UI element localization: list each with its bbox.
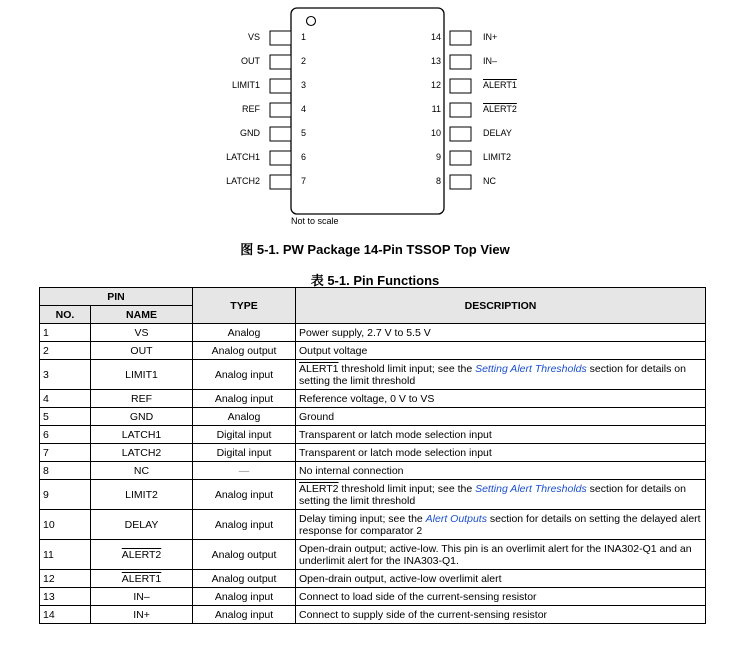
pin-name-cell: IN+ [91, 606, 193, 624]
pin-8-label: NC [483, 176, 496, 186]
pin-1-lead [270, 31, 291, 45]
figure-caption: 图 5-1. PW Package 14-Pin TSSOP Top View [240, 242, 510, 257]
pin-7-number: 7 [301, 176, 307, 186]
pin-12-lead [450, 79, 471, 93]
table-row [40, 510, 706, 540]
pin-type-cell: Analog input [193, 480, 296, 510]
signal-name: ALERT1 [299, 362, 339, 375]
pin-name-cell: ALERT2 [91, 540, 193, 570]
pin-number-cell: 4 [40, 390, 91, 408]
pin-5-lead [270, 127, 291, 141]
header-type: TYPE [193, 288, 296, 324]
pin-number-cell: 9 [40, 480, 91, 510]
pin-type-cell: Analog output [193, 342, 296, 360]
pin-name-cell: IN– [91, 588, 193, 606]
pin-type-cell: — [193, 462, 296, 480]
pin-description-cell [296, 390, 706, 408]
table-caption: 表 5-1. Pin Functions [310, 273, 440, 288]
description-text: Transparent or latch mode selection input [299, 446, 492, 459]
pin-number-cell: 5 [40, 408, 91, 426]
pin-8-lead [450, 175, 471, 189]
pin-description-cell [296, 360, 706, 390]
pin-type-cell: Analog output [193, 540, 296, 570]
pin-description-cell [296, 510, 706, 540]
pin-type-cell: Analog [193, 324, 296, 342]
signal-name: ALERT2 [299, 482, 339, 495]
pin-description-cell [296, 342, 706, 360]
pin-description-cell [296, 480, 706, 510]
pin-9-label: LIMIT2 [483, 152, 512, 162]
pin-number-cell: 12 [40, 570, 91, 588]
header-description: DESCRIPTION [296, 288, 706, 324]
not-to-scale-note: Not to scale [291, 216, 339, 226]
pin-7-label: LATCH2 [226, 176, 260, 186]
description-text: Ground [299, 410, 335, 423]
description-text: Output voltage [299, 344, 368, 357]
pin-name-cell: LATCH1 [91, 426, 193, 444]
description-text: Delay timing input; see the [299, 512, 426, 525]
pin-name-cell: GND [91, 408, 193, 426]
pin-9-number: 9 [435, 152, 441, 162]
pin-name-cell: REF [91, 390, 193, 408]
description-text: No internal connection [299, 464, 404, 477]
pin-6-number: 6 [301, 152, 307, 162]
description-text: threshold limit input; see the [338, 482, 476, 495]
header-name: NAME [91, 306, 193, 324]
pin-description-cell [296, 570, 706, 588]
pin-7-lead [270, 175, 291, 189]
header-pin: PIN [40, 288, 193, 306]
description-text: section for details on setting the limit threshold [299, 482, 686, 507]
pin-12-number: 12 [430, 80, 441, 90]
table-row [40, 408, 706, 426]
description-text: section for details on setting the delayed alert response for comparator 2 [299, 512, 701, 537]
pin-10-number: 10 [430, 128, 441, 138]
description-text: threshold limit input; see the [338, 362, 476, 375]
table-row [40, 324, 706, 342]
pin-name-cell: ALERT1 [91, 570, 193, 588]
pin-13-lead [450, 55, 471, 69]
pin-1-label: VS [247, 32, 260, 42]
pin-type-cell: Digital input [193, 426, 296, 444]
package-outline [0, 0, 750, 240]
pin-13-number: 13 [430, 56, 441, 66]
pin-name-cell: LATCH2 [91, 444, 193, 462]
table-row [40, 444, 706, 462]
description-text: Power supply, 2.7 V to 5.5 V [299, 326, 431, 339]
pin-type-cell: Analog input [193, 588, 296, 606]
pin-10-label: DELAY [483, 128, 512, 138]
section-link[interactable]: Alert Outputs [425, 512, 487, 525]
pin-number-cell: 6 [40, 426, 91, 444]
pin-2-label: OUT [241, 56, 260, 66]
pin-1-number: 1 [301, 32, 307, 42]
pin-4-lead [270, 103, 291, 117]
pin-type-cell: Analog input [193, 510, 296, 540]
pin1-marker-icon [307, 17, 316, 26]
pin-12-label: ALERT1 [483, 80, 517, 90]
pin-10-lead [450, 127, 471, 141]
description-text: Reference voltage, 0 V to VS [299, 392, 435, 405]
pin-11-label: ALERT2 [483, 104, 517, 114]
pin-number-cell: 2 [40, 342, 91, 360]
pin-6-lead [270, 151, 291, 165]
table-row [40, 390, 706, 408]
table-row [40, 342, 706, 360]
pin-name-cell: VS [91, 324, 193, 342]
pin-number-cell: 11 [40, 540, 91, 570]
header-no: NO. [40, 306, 91, 324]
pin-number-cell: 7 [40, 444, 91, 462]
table-row [40, 426, 706, 444]
pin-number-cell: 1 [40, 324, 91, 342]
pin-name-cell: LIMIT2 [91, 480, 193, 510]
pin-13-label: IN– [483, 56, 498, 66]
pin-description-cell [296, 408, 706, 426]
description-text: Transparent or latch mode selection input [299, 428, 492, 441]
description-text: Connect to supply side of the current-sensing resistor [299, 608, 548, 621]
pin-type-cell: Analog [193, 408, 296, 426]
pin-2-lead [270, 55, 291, 69]
pin-5-label: GND [240, 128, 260, 138]
pin-name-cell: NC [91, 462, 193, 480]
pin-number-cell: 8 [40, 462, 91, 480]
pin-3-lead [270, 79, 291, 93]
pin-6-label: LATCH1 [226, 152, 260, 162]
pin-number-cell: 10 [40, 510, 91, 540]
table-row [40, 570, 706, 588]
pin-description-cell [296, 426, 706, 444]
section-link[interactable]: Setting Alert Thresholds [475, 362, 587, 375]
pin-functions-table [39, 287, 706, 624]
pin-type-cell: Analog output [193, 570, 296, 588]
pin-description-cell [296, 540, 706, 570]
pin-description-cell [296, 606, 706, 624]
pin-8-number: 8 [435, 176, 441, 186]
pin-number-cell: 13 [40, 588, 91, 606]
description-text: Open-drain output; active-low. This pin is an overlimit alert for the INA302-Q1 and an underlimit alert for the INA303-Q1. [299, 542, 692, 567]
pin-type-cell: Analog input [193, 606, 296, 624]
description-text: section for details on setting the limit threshold [299, 362, 686, 387]
pin-11-lead [450, 103, 471, 117]
table-row [40, 480, 706, 510]
pin-2-number: 2 [301, 56, 307, 66]
pin-11-number: 11 [431, 104, 441, 114]
section-link[interactable]: Setting Alert Thresholds [475, 482, 587, 495]
pin-14-number: 14 [430, 32, 441, 42]
pin-number-cell: 3 [40, 360, 91, 390]
pin-description-cell [296, 444, 706, 462]
pin-9-lead [450, 151, 471, 165]
pin-name-cell: OUT [91, 342, 193, 360]
pin-type-cell: Analog input [193, 390, 296, 408]
table-row [40, 540, 706, 570]
pin-description-cell [296, 324, 706, 342]
table-row [40, 360, 706, 390]
pin-name-cell: LIMIT1 [91, 360, 193, 390]
description-text: Connect to load side of the current-sensing resistor [299, 590, 537, 603]
pin-3-label: LIMIT1 [231, 80, 260, 90]
pin-description-cell [296, 588, 706, 606]
table-row [40, 462, 706, 480]
pin-type-cell: Digital input [193, 444, 296, 462]
description-text: Open-drain output, active-low overlimit alert [299, 572, 502, 585]
pin-4-number: 4 [301, 104, 307, 114]
pin-type-cell: Analog input [193, 360, 296, 390]
pin-5-number: 5 [301, 128, 307, 138]
pin-description-cell [296, 462, 706, 480]
pin-name-cell: DELAY [91, 510, 193, 540]
table-row [40, 588, 706, 606]
table-row [40, 606, 706, 624]
pin-3-number: 3 [301, 80, 307, 90]
pin-14-lead [450, 31, 471, 45]
pin-number-cell: 14 [40, 606, 91, 624]
pin-4-label: REF [242, 104, 260, 114]
pin-14-label: IN+ [483, 32, 498, 42]
